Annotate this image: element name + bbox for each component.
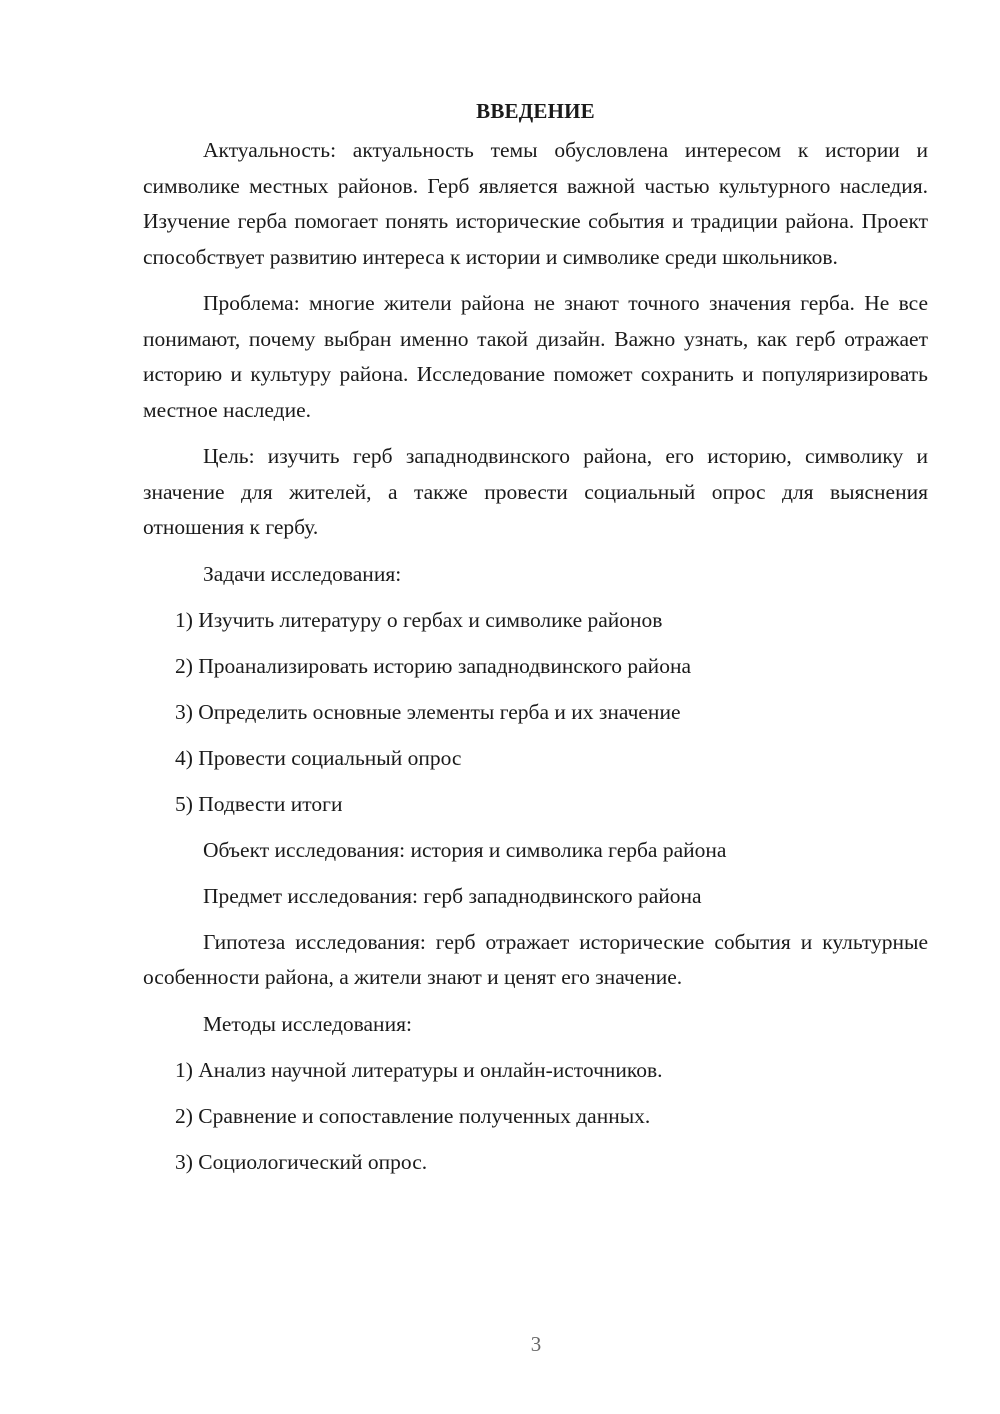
method-item-3: 3) Социологический опрос. — [175, 1149, 428, 1174]
task-item-1: 1) Изучить литературу о гербах и символике районов — [175, 607, 663, 632]
goal-paragraph: Цель: изучить герб западнодвинского района, его историю, символику и значение для жителей, а также провести социальный опрос для выяснения отношения к гербу. — [143, 444, 928, 539]
research-subject: Предмет исследования: герб западнодвинского района — [203, 883, 702, 908]
tasks-heading: Задачи исследования: — [203, 561, 402, 586]
methods-heading: Методы исследования: — [203, 1011, 412, 1036]
document-page — [143, 93, 928, 1191]
hypothesis-paragraph: Гипотеза исследования: герб отражает исторические события и культурные особенности района, а жители знают и ценят его значение. — [143, 929, 928, 989]
task-item-4: 4) Провести социальный опрос — [175, 745, 462, 770]
method-item-1: 1) Анализ научной литературы и онлайн-источников. — [175, 1057, 663, 1082]
task-item-5: 5) Подвести итоги — [175, 791, 343, 816]
task-item-3: 3) Определить основные элементы герба и их значение — [175, 699, 681, 724]
section-title: ВВЕДЕНИЕ — [476, 99, 595, 123]
research-object: Объект исследования: история и символика герба района — [203, 837, 727, 862]
method-item-2: 2) Сравнение и сопоставление полученных данных. — [175, 1103, 651, 1128]
problem-paragraph: Проблема: многие жители района не знают точного значения герба. Не все понимают, почему выбран именно такой дизайн. Важно узнать, как герб отражает историю и культуру района. Исследование поможет сохранить и популяризировать местное наследие. — [143, 291, 928, 422]
relevance-paragraph: Актуальность: актуальность темы обусловлена интересом к истории и символике местных районов. Герб является важной частью культурного наследия. Изучение герба помогает понять исторические события и традиции района. Проект способствует развитию интереса к истории и символике среди школьников. — [143, 138, 928, 269]
page-number: 3 — [530, 1332, 542, 1356]
task-item-2: 2) Проанализировать историю западнодвинского района — [175, 653, 691, 678]
